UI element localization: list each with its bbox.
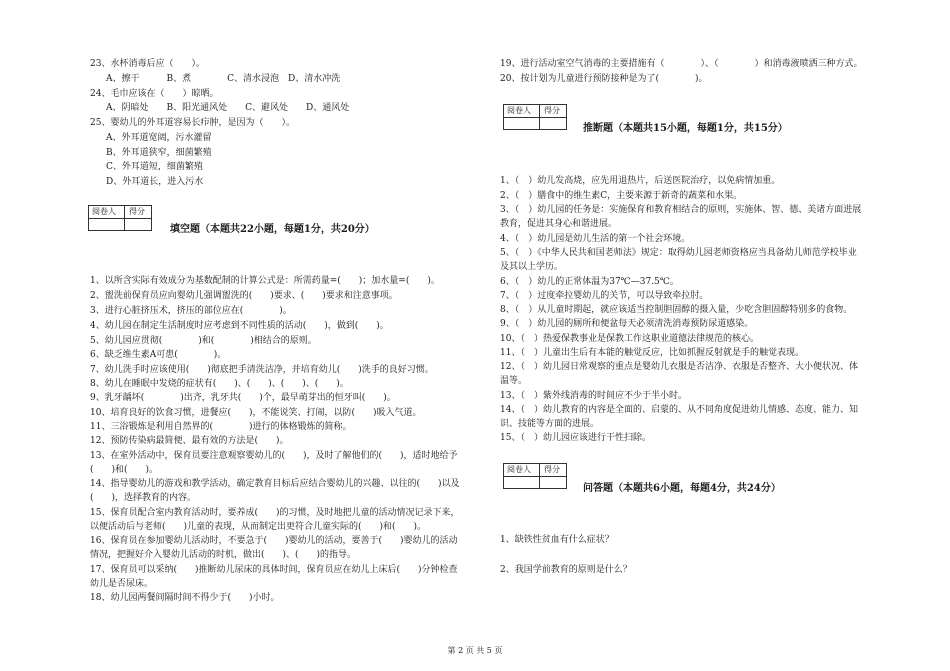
fill-question: 9、乳牙龋坏( )出齐，乳牙共( )个，最早萌芽出的恒牙叫( )。 [90, 393, 396, 403]
judge-question: 8、（ ）从儿童时期起，就应该适当控制胆固醇的摄入量，少吃含胆固醇特别多的食物。 [500, 305, 853, 315]
judge-question: 12、（ ）幼儿园日常观察的重点是婴幼儿衣服是否洁净、衣服是否整齐、大小便状况、体 [500, 362, 858, 372]
fill-question: 7、幼儿洗手时应该使用( )彻底把手清洗洁净，并培育幼儿( )洗手的良好习惯。 [90, 365, 434, 375]
judge-question: 9、（ ）幼儿园的厕所和便盆每天必须清洗消毒预防尿道感染。 [500, 319, 754, 329]
judge-question: 15、（ ）幼儿园应该进行干性扫除。 [500, 433, 651, 443]
grader-score-label: 得分 [544, 465, 560, 474]
judge-question: 3、（ ）幼儿园的任务是：实施保育和教育相结合的原则，实施体、智、德、美诸方面进展 [500, 205, 862, 215]
question-text: 23、水杯消毒后应（ ）。 [90, 59, 205, 69]
section-title-fill: 填空题（本题共22小题，每题1分，共20分） [170, 224, 375, 235]
section-title-qa: 问答题（本题共6小题，每题4分，共24分） [583, 483, 781, 494]
fill-question: 15、保育员配合室内教育活动时，要养成( )的习惯，及时地把儿童的活动情况记录下来， [90, 508, 460, 518]
fill-question: 13、在室外活动中，保育员要注意观察婴幼儿的( )，及时了解他们的( )，适时地给予 [90, 451, 458, 461]
answer-option: B、外耳道狭窄，细菌繁殖 [106, 148, 212, 158]
grader-reviewer-label: 阅卷人 [92, 207, 116, 216]
judge-question: 7、（ ）过度牵拉婴幼儿的关节，可以导致牵拉肘。 [500, 291, 709, 301]
fill-question: 1、以所含实际有效成分为基数配制的计算公式是：所需药量=( )；加水量=( )。 [90, 276, 440, 286]
fill-question: 8、幼儿在睡眠中发烧的症状有( )、( )、( )、( )。 [90, 379, 349, 389]
grader-reviewer-label: 阅卷人 [507, 106, 531, 115]
grader-reviewer-label: 阅卷人 [507, 465, 531, 474]
judge-question: 14、（ ）幼儿教育的内容是全面的、启蒙的、从不同角度促进幼儿情感、态度、能力、知 [500, 405, 858, 415]
grader-box [503, 463, 567, 489]
grader-score-label: 得分 [544, 106, 560, 115]
grader-box [88, 205, 152, 231]
judge-question: 5、（ ）《中华人民共和国老师法》规定：取得幼儿园老师资格应当具备幼儿师范学校毕业 [500, 248, 857, 258]
qa-question: 2、我国学前教育的原则是什么？ [500, 565, 632, 575]
answer-options: A、阴暗处 B、阳光通风处 C、避风处 D、通风处 [106, 103, 350, 113]
grader-box [503, 104, 567, 130]
fill-question: 6、缺乏维生素A可患( )。 [90, 350, 227, 360]
fill-question: 20、按计划为儿童进行预防接种是为了( )。 [500, 74, 708, 84]
fill-question-cont: 幼儿是否尿床。 [90, 579, 154, 589]
judge-question: 11、（ ）儿童出生后有本能的触觉反应，比如抓握反射就是手的触觉表现。 [500, 348, 804, 358]
fill-question: 19、进行活动室空气消毒的主要措施有（ ）、（ ）和消毒液喷洒三种方式。 [500, 59, 863, 69]
judge-question-cont: 及其以上学历。 [500, 262, 564, 272]
judge-question: 6、（ ）幼儿的正常体温为37℃—37.5℃。 [500, 277, 679, 287]
section-title-judge: 推断题（本题共15小题，每题1分，共15分） [583, 123, 788, 134]
page-footer: 第 2 页 共 5 页 [447, 646, 503, 655]
answer-option: C、外耳道短，细菌繁殖 [106, 162, 203, 172]
judge-question: 2、（ ）膳食中的维生素C，主要来源于新奇的蔬菜和水果。 [500, 191, 743, 201]
fill-question: 10、培育良好的饮食习惯，进餐应( )，不能说笑、打闹，以防( )吸入气道。 [90, 408, 422, 418]
fill-question-cont: ( )和( )。 [90, 465, 159, 475]
fill-question: 12、预防传染病最简便、最有效的方法是( )。 [90, 436, 289, 446]
fill-question: 14、指导婴幼儿的游戏和教学活动，确定教育目标后应结合婴幼儿的兴趣、以往的( )以及 [90, 479, 460, 489]
question-text: 25、婴幼儿的外耳道容易长疖肿，是因为（ ）。 [90, 118, 295, 128]
answer-option: A、外耳道宽阔，污水灌留 [106, 133, 212, 143]
judge-question: 1、（ ）幼儿发高烧，应先用退热片，后送医院治疗，以免病情加重。 [500, 176, 781, 186]
judge-question: 13、（ ）紫外线消毒的时间应不少于半小时。 [500, 391, 687, 401]
judge-question: 4、（ ）幼儿园是幼儿生活的第一个社会环境。 [500, 234, 691, 244]
answer-options: A、擦干 B、煮 C、清水浸泡 D、清水冲洗 [106, 74, 341, 84]
fill-question: 3、进行心脏挤压术，挤压的部位应在( )。 [90, 306, 292, 316]
answer-option: D、外耳道长，进入污水 [106, 177, 204, 187]
fill-question: 18、幼儿园两餐间隔时间不得少于( )小时。 [90, 593, 280, 603]
judge-question: 10、（ ）热爱保教事业是保教工作这职业道德法律规范的核心。 [500, 334, 759, 344]
question-text: 24、毛巾应该在（ ）晾晒。 [90, 89, 219, 99]
fill-question: 17、保育员可以采纳( )推断幼儿尿床的具体时间，保育员应在幼儿上床后( )分钟检查 [90, 565, 458, 575]
judge-question-cont: 温等。 [500, 376, 528, 386]
fill-question: 2、盥洗前保育员应向婴幼儿强调盥洗的( )要求、( )要求和注意事项。 [90, 291, 398, 301]
qa-question: 1、缺铁性贫血有什么症状？ [500, 535, 614, 545]
grader-score-label: 得分 [129, 207, 145, 216]
fill-question-cont: 情况，把握好介入婴幼儿活动的时机，做出( )、( )的指导。 [90, 550, 357, 560]
fill-question: 4、幼儿园在制定生活制度时应考虑到不同性质的活动( )，做到( )。 [90, 321, 389, 331]
fill-question-cont: ( )，选择教育的内容。 [90, 493, 197, 503]
fill-question: 5、幼儿园应贯彻( )和( )相结合的原则。 [90, 336, 317, 346]
judge-question-cont: 教育，促进其身心和谐进展。 [500, 219, 618, 229]
fill-question: 11、三浴锻炼是利用自然界的( )进行的体格锻炼的简称。 [90, 422, 352, 432]
judge-question-cont: 识、技能等方面的进展。 [500, 419, 600, 429]
fill-question: 16、保育员在参加婴幼儿活动时，不要急于( )婴幼儿的活动，要善于( )婴幼儿的活动 [90, 536, 458, 546]
fill-question-cont: 以便活动后与老师( )儿童的表现，从而制定出更符合儿童实际的( )和( )。 [90, 522, 427, 532]
